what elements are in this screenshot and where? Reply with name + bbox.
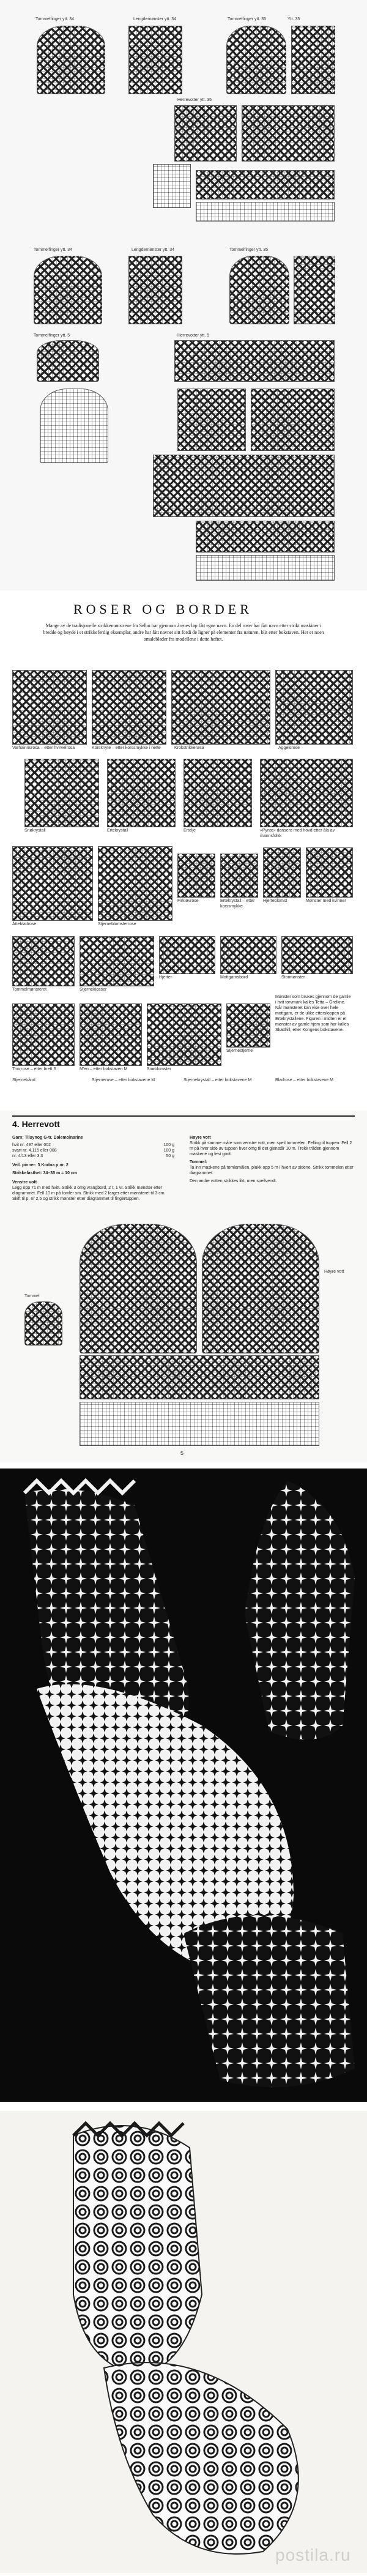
rose-chart [80,936,154,986]
rose-chart [251,389,335,451]
rose-chart [177,854,215,898]
chart-label: Tommelfinger ytt. 34 [35,17,75,21]
rose-chart [12,1003,75,1066]
chart-label: Lengdemønster ytt. 34 [133,17,177,21]
mitten-top-chart [40,389,108,463]
caption: Snøblomster [147,1067,171,1071]
cuff-chart [80,1402,319,1446]
intro-text: Mange av de tradisjonelle strikkemønstrene fra Selbu har gjennom årenes løp fått egne navn. En del roser har fått navn etter strikt maskiner i bredde og høyde i et strikkeferdig eksemplar, andre har fått navnet sitt fordi de ligner på elementer fra naturen, blit etter bokstaven. Her er noen smaleblader fra modellene i dette heftet. [43,623,324,642]
material-row: hvit nr. 497 eller 002 100 g [12,1143,174,1147]
pattern-chart [294,256,335,324]
heading-rule [12,1115,355,1117]
thumb-chart [34,256,102,324]
caption: Stjernestjerne [226,1049,253,1053]
method-head: Venstre vott [12,1180,37,1185]
rose-chart [12,936,75,986]
rose-chart [220,854,258,898]
knitted-mittens-image [0,1469,367,2102]
chart-label: Tommelfinger ytt. 5 [34,333,70,338]
thumb-chart [226,26,286,94]
right-text: Strikk på samme måte som venstre vott, men speil tommelen. Felling til tuppen: Fell 2 m på hver side av tuppen hver omg til det gjenstår 10 m. Trekk tråden gjennom maskene og fest godt. [190,1141,352,1156]
chart-page-1 [0,0,367,382]
pattern-chart [128,256,182,324]
chart-page-1b [0,382,367,590]
chart-label: Tommelfinger ytt. 35 [228,17,267,21]
caption: Hjerter [159,975,172,980]
needles-head: Veil. pinner: 3 Kodna p.nr. 2 [12,1163,69,1167]
note-text: Mønster som brukes gjennom de gamle i hvit torvmark kalles Tetta – Grelkne. Når mønsteret kan vise over hele mottgarn, er de ulike ettersloppen på Ertekrystallene. Figuren i midten er et mønster av gamle hjem som har kalles Skatthill, etter Kongens bokstavene. [275,995,351,1032]
page-number: 5 [180,1450,184,1456]
caption: Mønster med kvinner [306,899,346,903]
rose-chart [12,670,87,745]
caption: Stjernerose – etter bokstavene M [92,1078,155,1082]
rose-chart [153,455,335,517]
material-row: nr. 4/13 eller 3.3 50 g [12,1154,174,1158]
mitten-shape [184,1915,355,2087]
thumb-chart [229,256,289,324]
chart-label: Tommel [24,1294,40,1298]
materials-head: Garn: Tilsynog G-tr. Dalemolnarine [12,1136,83,1140]
caption: Varhainnsrosa – etter hvirvelrosa [12,746,75,750]
caption: Firkløvrose [177,899,199,903]
rose-chart [263,847,301,898]
caption: Åttebladrose [12,922,37,926]
rose-chart [107,759,176,827]
caption: Ertekrystall [107,828,128,833]
chart-label: Lengdemønster ytt. 34 [132,248,175,252]
finish-text: Den andre votten strikkes likt, men speilvendt. [190,1179,277,1183]
rose-chart [80,1003,142,1066]
star-rose-chart [174,105,237,162]
chart-title: Herrevotter ytt. 5 [177,333,210,338]
caption: Stjernebånd [12,1078,35,1082]
caption: Ertekrystall – etter korssmykke [220,899,255,909]
cuff-chart [153,164,191,208]
caption: Stormønster [281,975,305,980]
mittens-photo-light [0,2111,367,2573]
thumb-chart [24,1301,62,1346]
rose-chart [171,670,270,745]
rose-chart [98,846,172,921]
mittens-photo-dark [0,1469,367,2102]
method-text: Legg opp 71 m med hvitt. Strikk 3 omg vrangbord, 2 r, 1 vr. Strikk mønster etter diagrammet. Fell 10 m på tomler sm. Strikk med 2 farger etter mønsteret til 3 cm. Skift til p. nr 2,5 og strikk mønster etter diagrammet til fingertuppen. [12,1186,166,1201]
border-chart [80,1355,319,1399]
chart-label: Ytt. 35 [287,17,300,21]
page-title: ROSER OG BORDER [73,601,253,617]
chart-label: Tommelfinger ytt. 34 [34,248,73,252]
caption: Korsknyte – etter korssmykke i nette [92,746,161,750]
star-rose-chart [174,340,335,382]
right-head: Høyre vott [190,1136,211,1140]
mitten-shape [73,2126,202,2374]
caption: Krokstrikkerøsa [174,746,204,750]
mitten-chart [202,1224,319,1353]
rose-chart [275,670,353,745]
caption: Stjernekrystall – etter bokstavene M [184,1078,252,1082]
border-chart [159,936,215,974]
caption: Mottgarnsbord [220,975,248,980]
caption: Snøkrystall [24,828,46,833]
knitted-mittens-image [0,2111,367,2573]
caption: Aggelsrose [278,746,300,750]
thumb-head: Tommel: [190,1160,207,1164]
rose-chart [177,389,246,451]
border-chart [196,555,335,581]
caption: Triorrose – etter brett S [12,1067,57,1071]
chart-title: Herrevotter ytt. 35 [177,98,212,102]
rose-chart [306,847,353,898]
rose-chart [24,759,99,827]
thumb-chart [37,340,99,382]
mitten-shape [245,1481,355,1740]
caption: Tommelmønsteret [12,988,47,992]
mitten-shape [104,2362,298,2554]
pattern-chart [128,26,182,94]
chart-label: Høyre vott [324,1270,344,1274]
caption: Stjernekiosser [80,988,107,992]
caption: Hjerteblomst [263,899,287,903]
caption: Ertelje [184,828,196,833]
roses-page [0,590,367,1101]
border-chart [196,170,335,199]
watermark-text: postila.ru [275,2545,351,2564]
cuff-chart [196,202,335,221]
materials-block [12,1135,174,1202]
border-chart [281,936,353,974]
caption: Bladrose – etter bokstavene M [275,1078,333,1082]
dancers-chart [260,759,353,827]
material-row: svart nr. 4.115 eller 008 100 g [12,1148,174,1153]
pattern-chart [291,26,335,94]
star-rose-chart [242,105,335,162]
instructions-page [0,1111,367,1462]
gauge-head: Strikkefasthet: 34–35 m = 10 cm [12,1171,78,1175]
chart-label: Tommelfinger ytt. 35 [229,248,269,252]
border-chart [220,936,276,974]
section-heading: 4. Herrevott [12,1119,60,1129]
caption: M'en – etter bokstaven M [80,1067,128,1071]
rose-chart [184,759,252,827]
thumb-chart [37,26,105,94]
caption: Stjerneblomsterrose [98,922,136,926]
rose-chart [226,1003,270,1048]
thumb-text: Ta inn maskene på tomlernålen, plukk opp 5 m i hvert av sidene. Strikk tommelen etter diagrammet. [190,1166,354,1175]
rose-chart [147,1003,221,1066]
rose-chart [12,846,93,921]
mitten-chart [80,1224,197,1353]
rose-chart [92,670,166,745]
border-chart [196,521,335,553]
right-column [190,1135,355,1184]
caption: «Pynte» dansere med hovd etter åla av mannsfolkk [260,828,335,838]
